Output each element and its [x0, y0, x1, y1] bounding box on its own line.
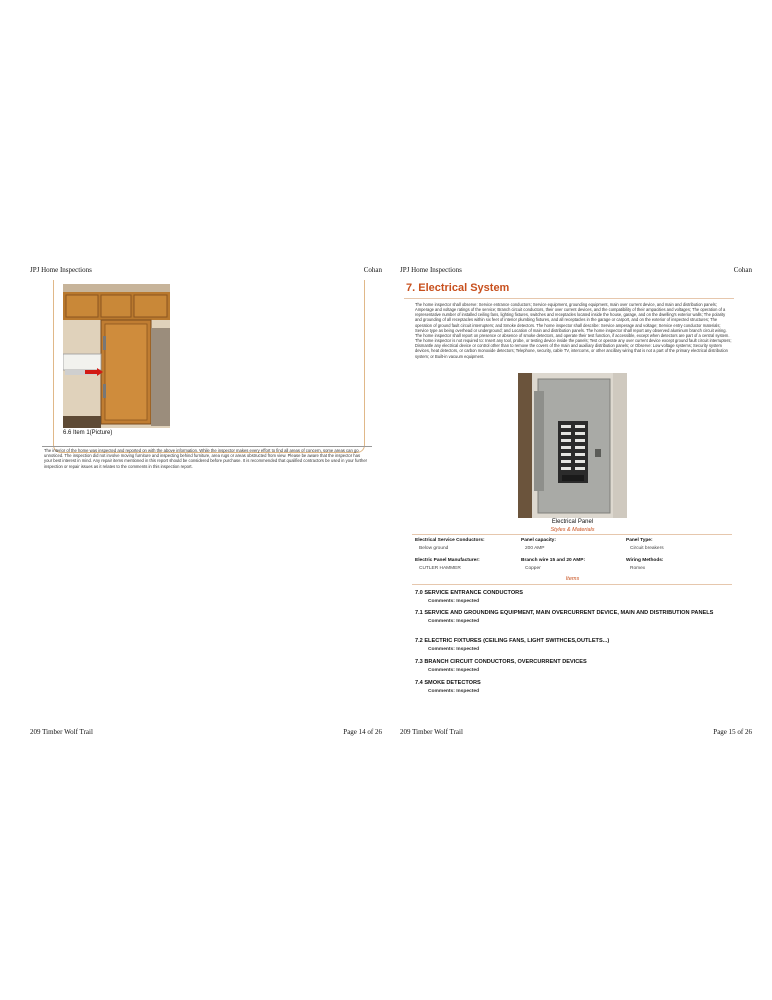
section-notes: The interior of the home was inspected and reported on with the above information. While the inspector makes every effort to find all areas of concern, some areas can go unnoticed. The inspection did not involve moving furniture and inspecting behind furniture, area rugs or areas obstructed from view. Please be aware that the inspector has your best interest in mind. Any repair items mentioned in this report should be considered before purchase. It is recommended that qualified contractors be used in your further inspection or repair issues as it relates to the comments in this inspection report.	[44, 448, 368, 469]
list-item	[415, 638, 725, 652]
company-name: JPJ Home Inspections	[400, 266, 462, 274]
client-name: Cohan	[733, 266, 752, 274]
section-title: 7. Electrical System	[406, 282, 510, 294]
material-label: Panel capacity:	[521, 538, 556, 543]
item-comment: Comments: Inspected	[428, 618, 480, 624]
material-value: Below ground	[419, 546, 449, 551]
material-service-conductors	[415, 538, 520, 551]
styles-materials-heading: Styles & Materials	[550, 527, 595, 533]
page-number: Page 14 of 26	[343, 728, 382, 736]
item-comment: Comments: Inspected	[428, 598, 480, 604]
item-title: 7.4 SMOKE DETECTORS	[415, 680, 481, 686]
list-item	[415, 659, 725, 673]
material-wiring-methods	[626, 558, 731, 571]
material-panel-type	[626, 538, 731, 551]
item-title: 7.3 BRANCH CIRCUIT CONDUCTORS, OVERCURRENT DEVICES	[415, 659, 587, 665]
material-value: 200 AMP	[525, 546, 545, 551]
item-title: 7.1 SERVICE AND GROUNDING EQUIPMENT, MAIN OVERCURRENT DEVICE, MAIN AND DISTRIBUTION PANELS	[415, 610, 714, 616]
divider	[404, 298, 734, 299]
item-comment: Comments: Inspected	[428, 646, 480, 652]
material-panel-capacity	[521, 538, 626, 551]
divider	[42, 446, 372, 447]
material-value: Romex	[630, 566, 646, 571]
material-label: Electrical Service Conductors:	[415, 538, 485, 543]
report-page-14	[30, 258, 382, 744]
company-name: JPJ Home Inspections	[30, 266, 92, 274]
property-address: 209 Timber Wolf Trail	[400, 728, 463, 736]
list-item	[415, 680, 725, 694]
items-heading: Items	[565, 576, 580, 582]
photo-caption: Electrical Panel	[551, 519, 594, 525]
photo-caption: 6.6 Item 1(Picture)	[63, 430, 113, 436]
divider	[412, 534, 732, 535]
client-name: Cohan	[363, 266, 382, 274]
item-title: 7.0 SERVICE ENTRANCE CONDUCTORS	[415, 590, 523, 596]
page-number: Page 15 of 26	[713, 728, 752, 736]
material-value: CUTLER HAMMER	[419, 566, 461, 571]
list-item	[415, 610, 725, 624]
material-panel-manufacturer	[415, 558, 520, 571]
report-page-15	[400, 258, 752, 744]
section-intro: The home inspector shall observe: Service entrance conductors; Service equipment, grounding equipment, main over current device, and main and distribution panels; Amperage and voltage ratings of the service; Branch circuit conductors, their over current devices, and the compatibility of their ampacities and voltages; The operation of a representative number of installed ceiling fans, lighting fixtures, switches and receptacles located inside the house, garage, and on the dwelling's exterior walls; The polarity and grounding of all receptacles within six feet of interior plumbing fixtures, and all receptacles in the garage or carport, and on the exterior of inspected structures; The operation of ground fault circuit interrupters; and Smoke detectors. The home inspector shall describe: Service amperage and voltage; Service entry conductor materials; Service type as being overhead or underground; and Location of main and distribution panels. The home inspector shall report any observed aluminum branch circuit wiring. The home inspector shall report on presence or absence of smoke detectors, and operate their test function, if accessible, except when detectors are part of a central system. The home inspector is not required to: Insert any tool, probe, or testing device inside the panels; Test or operate any over current device except ground fault circuit interrupters; Dismantle any electrical device or control other than to remove the covers of the main and auxiliary distribution panels; or Observe: Low voltage systems; Security system devices, heat detectors, or carbon monoxide detectors; Telephone, security, cable TV, intercoms, or other ancillary wiring that is not a part of the primary electrical distribution system; or Built-in vacuum equipment.	[415, 302, 732, 359]
item-comment: Comments: Inspected	[428, 688, 480, 694]
property-address: 209 Timber Wolf Trail	[30, 728, 93, 736]
item-comment: Comments: Inspected	[428, 667, 480, 673]
divider	[412, 584, 732, 585]
list-item	[415, 590, 725, 604]
material-branch-wire	[521, 558, 626, 571]
material-value: Circuit breakers	[630, 546, 664, 551]
material-value: Copper	[525, 566, 541, 571]
material-label: Branch wire 15 and 20 AMP:	[521, 558, 586, 563]
item-title: 7.2 ELECTRIC FIXTURES (CEILING FANS, LIGHT SWITHCES,OUTLETS...)	[415, 638, 610, 644]
kitchen-cabinet-photo	[63, 284, 170, 428]
electrical-panel-photo	[518, 373, 627, 518]
material-label: Wiring Methods:	[626, 558, 664, 563]
material-label: Panel Type:	[626, 538, 653, 543]
material-label: Electric Panel Manufacturer:	[415, 558, 480, 563]
